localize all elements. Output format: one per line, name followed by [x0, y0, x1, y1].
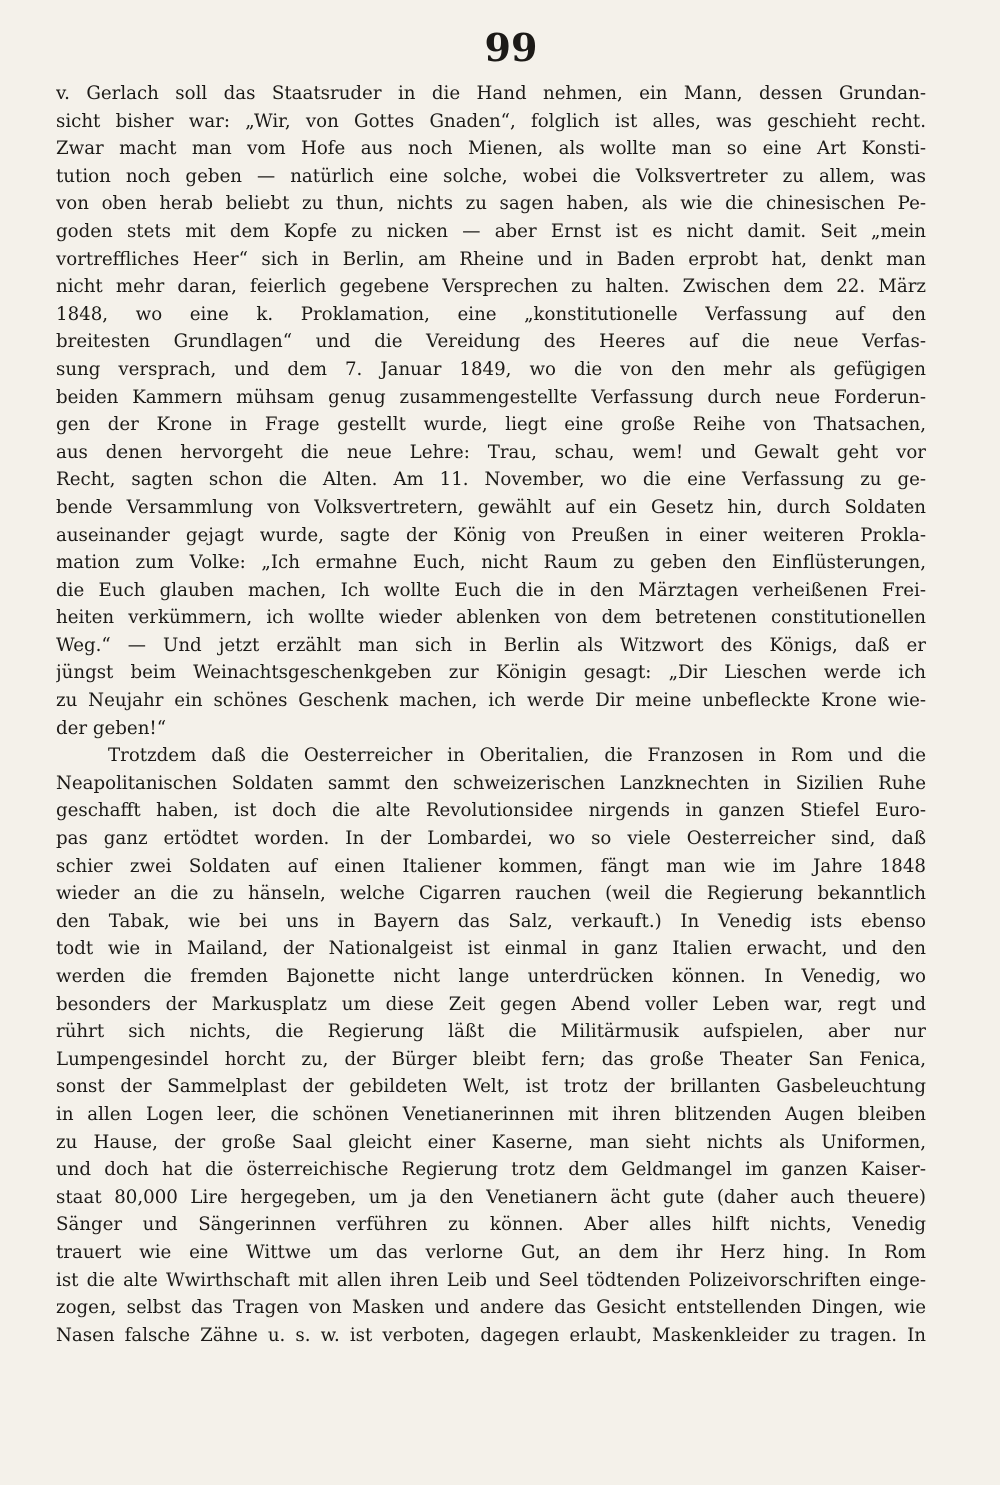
- text-body: [56, 80, 926, 1349]
- text-line: wieder an die zu hänseln, welche Cigarren rauchen (weil die Regierung bekanntlich: [56, 883, 926, 905]
- text-line: den Tabak, wie bei uns in Bayern das Salz, verkauft.) In Venedig ists ebenso: [56, 910, 926, 932]
- text-line: zu Hause, der große Saal gleicht einer Kaserne, man sieht nichts als Uniformen,: [56, 1131, 926, 1153]
- text-line: gen der Krone in Frage gestellt wurde, liegt eine große Reihe von Thatsachen,: [56, 414, 926, 436]
- text-line: mation zum Volke: „Ich ermahne Euch, nicht Raum zu geben den Einflüsterungen,: [56, 552, 926, 574]
- text-line: sung versprach, und dem 7. Januar 1849, wo die von den mehr als gefügigen: [56, 358, 926, 380]
- text-line: Trotzdem daß die Oesterreicher in Oberitalien, die Franzosen in Rom und die: [108, 745, 926, 767]
- text-line: aus denen hervorgeht die neue Lehre: Trau, schau, wem! und Gewalt geht vor: [56, 441, 926, 463]
- text-line: die Euch glauben machen, Ich wollte Euch die in den Märztagen verheißenen Frei-: [56, 579, 926, 601]
- text-line: breitesten Grundlagen“ und die Vereidung des Heeres auf die neue Verfas-: [56, 331, 926, 353]
- text-line: jüngst beim Weinachtsgeschenkgeben zur Königin gesagt: „Dir Lieschen werde ich: [56, 662, 926, 684]
- text-line: besonders der Markusplatz um diese Zeit gegen Abend voller Leben war, regt und: [56, 993, 926, 1015]
- text-line: zu Neujahr ein schönes Geschenk machen, ich werde Dir meine unbefleckte Krone wie-: [56, 690, 926, 712]
- text-line: der geben!“: [56, 717, 167, 739]
- text-line: Weg.“ — Und jetzt erzählt man sich in Berlin als Witzwort des Königs, daß er: [56, 634, 926, 656]
- text-line: rührt sich nichts, die Regierung läßt die Militärmusik aufspielen, aber nur: [56, 1021, 926, 1043]
- text-line: in allen Logen leer, die schönen Venetianerinnen mit ihren blitzenden Augen bleiben: [56, 1103, 926, 1125]
- paragraph: [56, 742, 926, 1349]
- text-line: auseinander gejagt wurde, sagte der König von Preußen in einer weiteren Prokla-: [56, 524, 926, 546]
- text-line: goden stets mit dem Kopfe zu nicken — aber Ernst ist es nicht damit. Seit „mein: [56, 220, 926, 242]
- text-line: v. Gerlach soll das Staatsruder in die Hand nehmen, ein Mann, dessen Grundan-: [56, 83, 926, 104]
- text-line: geschafft haben, ist doch die alte Revolutionsidee nirgends in ganzen Stiefel Euro-: [56, 800, 926, 822]
- text-line: werden die fremden Bajonette nicht lange unterdrücken können. In Venedig, wo: [56, 966, 926, 987]
- text-line: heiten verkümmern, ich wollte wieder ablenken von dem betretenen constitutionellen: [56, 607, 926, 629]
- text-line: nicht mehr daran, feierlich gegebene Versprechen zu halten. Zwischen dem 22. März: [56, 276, 926, 298]
- text-line: von oben herab beliebt zu thun, nichts zu sagen haben, als wie die chinesischen Pe-: [56, 193, 926, 215]
- text-line: Lumpengesindel horcht zu, der Bürger bleibt fern; das große Theater San Fenica,: [56, 1048, 926, 1070]
- text-line: zogen, selbst das Tragen von Masken und andere das Gesicht entstellenden Dingen, wie: [56, 1297, 926, 1319]
- text-line: und doch hat die österreichische Regierung trotz dem Geldmangel im ganzen Kaiser-: [56, 1159, 926, 1181]
- text-line: 1848, wo eine k. Proklamation, eine „konstitutionelle Verfassung auf den: [56, 303, 926, 325]
- page-number: 99: [484, 25, 538, 70]
- text-line: pas ganz ertödtet worden. In der Lombardei, wo so viele Oesterreicher sind, daß: [56, 828, 926, 850]
- text-line: bende Versammlung von Volksvertretern, gewählt auf ein Gesetz hin, durch Soldaten: [56, 496, 926, 518]
- text-line: beiden Kammern mühsam genug zusammengestellte Verfassung durch neue Forderun-: [56, 386, 926, 408]
- text-line: Sänger und Sängerinnen verführen zu können. Aber alles hilft nichts, Venedig: [56, 1214, 926, 1236]
- text-line: sicht bisher war: „Wir, von Gottes Gnaden“, folglich ist alles, was geschieht recht.: [56, 110, 926, 132]
- text-line: Nasen falsche Zähne u. s. w. ist verboten, dagegen erlaubt, Maskenkleider zu tragen. In: [56, 1324, 926, 1346]
- text-line: schier zwei Soldaten auf einen Italiener kommen, fängt man wie im Jahre 1848: [56, 855, 926, 877]
- text-line: staat 80,000 Lire hergegeben, um ja den Venetianern ächt gute (daher auch theuere): [56, 1186, 926, 1208]
- text-line: todt wie in Mailand, der Nationalgeist ist einmal in ganz Italien erwacht, und den: [56, 938, 926, 960]
- text-line: vortreffliches Heer“ sich in Berlin, am Rheine und in Baden erprobt hat, denkt man: [56, 248, 926, 270]
- text-line: tution noch geben — natürlich eine solche, wobei die Volksvertreter zu allem, was: [56, 165, 926, 187]
- text-line: ist die alte Wwirthschaft mit allen ihren Leib und Seel tödtenden Polizeivorschriften einge-: [56, 1269, 926, 1291]
- text-line: Zwar macht man vom Hofe aus noch Mienen, als wollte man so eine Art Konsti-: [56, 138, 926, 160]
- text-line: sonst der Sammelplast der gebildeten Welt, ist trotz der brillanten Gasbeleuchtung: [56, 1076, 926, 1098]
- text-line: Recht, sagten schon die Alten. Am 11. November, wo die eine Verfassung zu ge-: [56, 469, 926, 491]
- text-line: trauert wie eine Wittwe um das verlorne Gut, an dem ihr Herz hing. In Rom: [56, 1241, 926, 1263]
- text-line: Neapolitanischen Soldaten sammt den schweizerischen Lanzknechten in Sizilien Ruhe: [56, 772, 926, 794]
- paragraph: [56, 80, 926, 742]
